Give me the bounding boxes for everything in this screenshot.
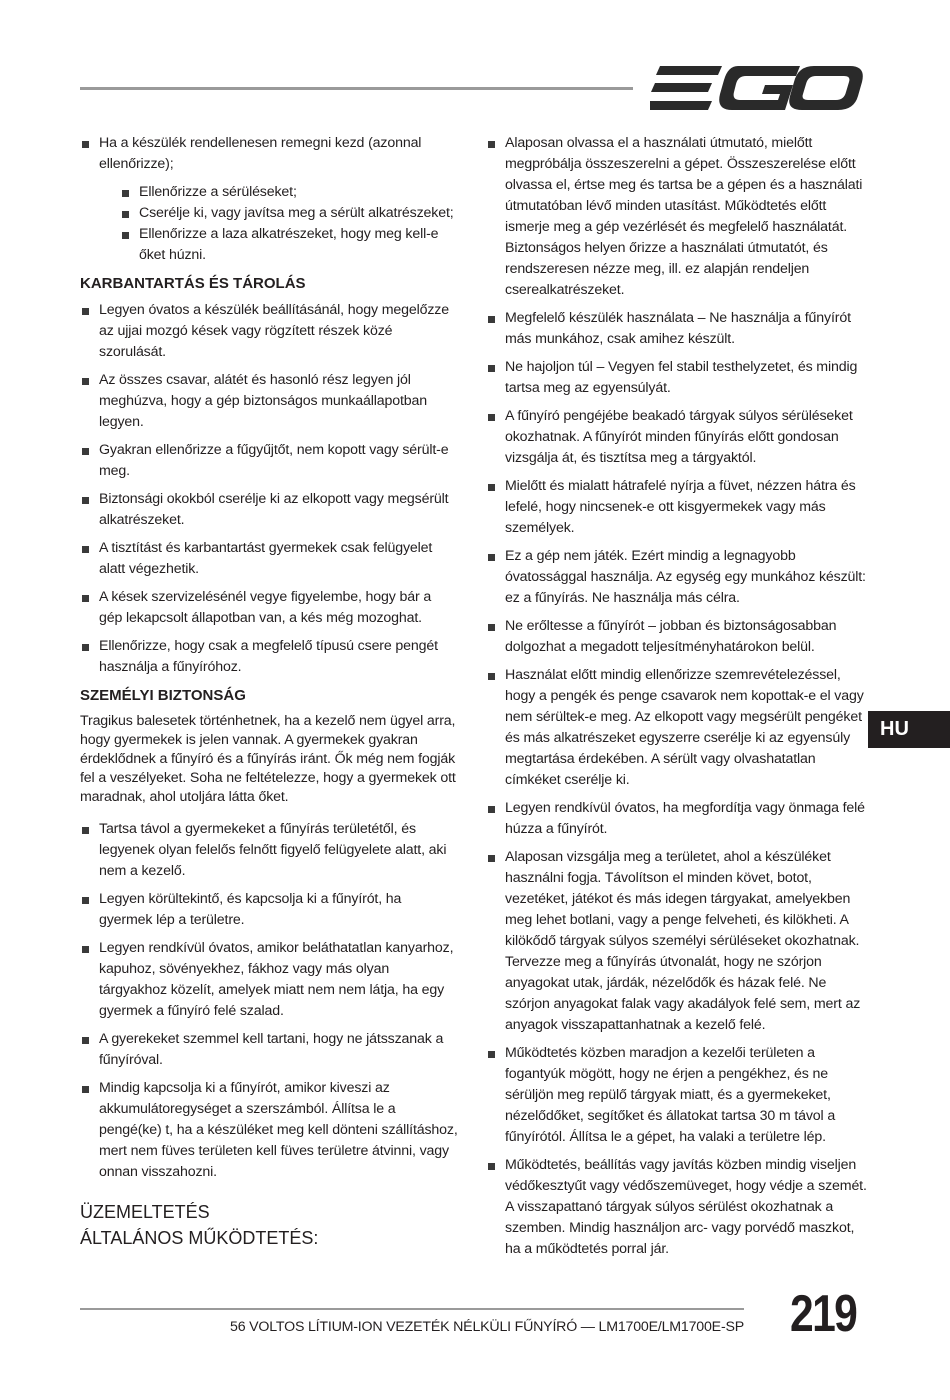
list-item: Gyakran ellenőrizze a fűgyűjtőt, nem kopott vagy sérült-e meg.	[80, 440, 458, 482]
list-item: Megfelelő készülék használata – Ne használja a fűnyírót más munkához, csak amihez készült.	[486, 308, 868, 350]
general-operation-heading: ÁLTALÁNOS MŰKÖDTETÉS:	[80, 1228, 319, 1248]
maintenance-heading: KARBANTARTÁS ÉS TÁROLÁS	[80, 275, 306, 292]
operation-heading: ÜZEMELTETÉS	[80, 1202, 210, 1222]
list-item: Alaposan vizsgálja meg a területet, ahol a készüléket használni fogja. Távolítson el minden követ, botot, vezetéket, játékot és más idegen tárgyakat, amelyekben meg lehet botlani, vagy a penge felveheti, és kilökheti. A kilökődő tárgyak súlyos személyi sérüléseket okozhatnak. Tervezze meg a fűnyírás útvonalát, hogy ne szórjon anyagokat utak, járdák, nézelődők és házak felé. Ne szórjon anyagokat falak vagy akadályok felé sem, mert az anyagok visszapattanhatnak a kezelő felé.	[486, 847, 868, 1036]
list-item: Tartsa távol a gyermekeket a fűnyírás területétől, és legyenek olyan felelős felnőtt figyelő felügyelete alatt, aki nem a kezelő.	[80, 819, 458, 882]
footer-title: 56 VOLTOS LÍTIUM-ION VEZETÉK NÉLKÜLI FŰNYÍRÓ — LM1700E/LM1700E-SP	[230, 1319, 744, 1335]
language-tab: HU	[868, 711, 950, 748]
list-item-text: Ha a készülék rendellenesen remegni kezd (azonnal ellenőrizze);	[99, 135, 422, 172]
list-item: Ne hajoljon túl – Vegyen fel stabil testhelyzetet, és mindig tartsa meg az egyensúlyát.	[486, 357, 868, 399]
list-item: Ez a gép nem játék. Ezért mindig a legnagyobb óvatossággal használja. Az egység egy munkához készült: ez a fűnyírás. Ne használja más célra.	[486, 546, 868, 609]
personal-safety-list	[80, 819, 458, 1183]
ego-logo	[650, 64, 864, 112]
operation-list	[486, 133, 868, 1260]
list-item: Alaposan olvassa el a használati útmutató, mielőtt megpróbálja összeszerelni a gépet. Összeszerelése előtt olvassa el, értse meg és tartsa be a gépen és a használati útmutatóban lévő minden utasítást. Működtetés előtt ismerje meg a gép vezérlését és megfelelő használatát. Biztonságos helyen őrizze a használati útmutatót, és rendszeresen nézze meg, ill. ez alapján rendeljen cserealkatrészeket.	[486, 133, 868, 301]
intro-sublist	[120, 182, 458, 266]
intro-list	[80, 133, 458, 266]
list-item: Mindig kapcsolja ki a fűnyírót, amikor kiveszi az akkumulátoregységet a szerszámból. Állítsa le a pengé(ke) t, ha a készüléket meg kell dönteni szállításhoz, mert nem füves területen kell füves területre átvinni, vagy onnan visszahozni.	[80, 1078, 458, 1183]
list-item: Ellenőrizze a sérüléseket;	[120, 182, 458, 203]
footer-rule	[80, 1308, 744, 1310]
list-item: Mielőtt és mialatt hátrafelé nyírja a füvet, nézzen hátra és lefelé, hogy nincsenek-e ott kisgyermekek vagy más személyek.	[486, 476, 868, 539]
left-column	[80, 133, 458, 1251]
list-item: Működtetés közben maradjon a kezelői területen a fogantyúk mögött, hogy ne érjen a pengékhez, és ne sérüljön meg repülő tárgyak miatt, és a gyermekeket, nézelődőket, segítőket és állatokat tartsa 30 m távol a fűnyírótól. Állítsa le a gépet, ha valaki a területre lép.	[486, 1043, 868, 1148]
maintenance-list	[80, 300, 458, 678]
list-item: A gyerekeket szemmel kell tartani, hogy ne játsszanak a fűnyíróval.	[80, 1029, 458, 1071]
right-column	[486, 133, 868, 1267]
list-item	[80, 133, 458, 266]
header-rule	[80, 87, 633, 90]
list-item: Legyen óvatos a készülék beállításánál, hogy megelőzze az ujjai mozgó kések vagy rögzített részek közé szorulását.	[80, 300, 458, 363]
personal-safety-paragraph: Tragikus balesetek történhetnek, ha a kezelő nem ügyel arra, hogy gyermekek is jelen vannak. A gyermekek gyakran érdeklődnek a fűnyíró és a fűnyírás iránt. Ők még nem fogják fel a veszélyeket. Soha ne feltételezze, hogy a gyermekek ott maradnak, ahol utoljára látta őket.	[80, 713, 456, 805]
list-item: A tisztítást és karbantartást gyermekek csak felügyelet alatt végezhetik.	[80, 538, 458, 580]
personal-safety-heading: SZEMÉLYI BIZTONSÁG	[80, 687, 246, 704]
list-item: Ellenőrizze, hogy csak a megfelelő típusú csere pengét használja a fűnyíróhoz.	[80, 636, 458, 678]
list-item: Biztonsági okokból cserélje ki az elkopott vagy megsérült alkatrészeket.	[80, 489, 458, 531]
list-item: Ne erőltesse a fűnyírót – jobban és biztonságosabban dolgozhat a megadott teljesítményhatárokon belül.	[486, 616, 868, 658]
page-number: 219	[790, 1285, 857, 1343]
list-item: Használat előtt mindig ellenőrizze szemrevételezéssel, hogy a pengék és penge csavarok nem kopottak-e el vagy nem sérültek-e meg. Az elkopott vagy megsérült pengéket és más alkatrészeket egyszerre cserélje ki az egyensúly megtartása érdekében. A sérült vagy olvashatatlan címkéket cserélje ki.	[486, 665, 868, 791]
list-item: Legyen körültekintő, és kapcsolja ki a fűnyírót, ha gyermek lép a területre.	[80, 889, 458, 931]
list-item: Legyen rendkívül óvatos, ha megfordítja vagy önmaga felé húzza a fűnyírót.	[486, 798, 868, 840]
list-item: A kések szervizelésénél vegye figyelembe, hogy bár a gép lekapcsolt állapotban van, a kés még mozoghat.	[80, 587, 458, 629]
list-item: A fűnyíró pengéjébe beakadó tárgyak súlyos sérüléseket okozhatnak. A fűnyírót minden fűnyírás előtt gondosan vizsgálja át, és tisztítsa meg a tárgyaktól.	[486, 406, 868, 469]
list-item: Működtetés, beállítás vagy javítás közben mindig viseljen védőkesztyűt vagy védőszemüveget, hogy védje a szemét. A visszapattanó tárgyak súlyos sérülést okozhatnak a szemben. Mindig használjon arc- vagy porvédő maszkot, ha a működtetés porral jár.	[486, 1155, 868, 1260]
list-item: Legyen rendkívül óvatos, amikor beláthatatlan kanyarhoz, kapuhoz, sövényekhez, fákhoz vagy más olyan tárgyakhoz közelít, amelyek miatt nem nem látja, ha egy gyermek a fűnyíró felé szalad.	[80, 938, 458, 1022]
list-item: Cserélje ki, vagy javítsa meg a sérült alkatrészeket;	[120, 203, 458, 224]
list-item: Az összes csavar, alátét és hasonló rész legyen jól meghúzva, hogy a gép biztonságos munkaállapotban legyen.	[80, 370, 458, 433]
list-item: Ellenőrizze a laza alkatrészeket, hogy meg kell-e őket húzni.	[120, 224, 458, 266]
